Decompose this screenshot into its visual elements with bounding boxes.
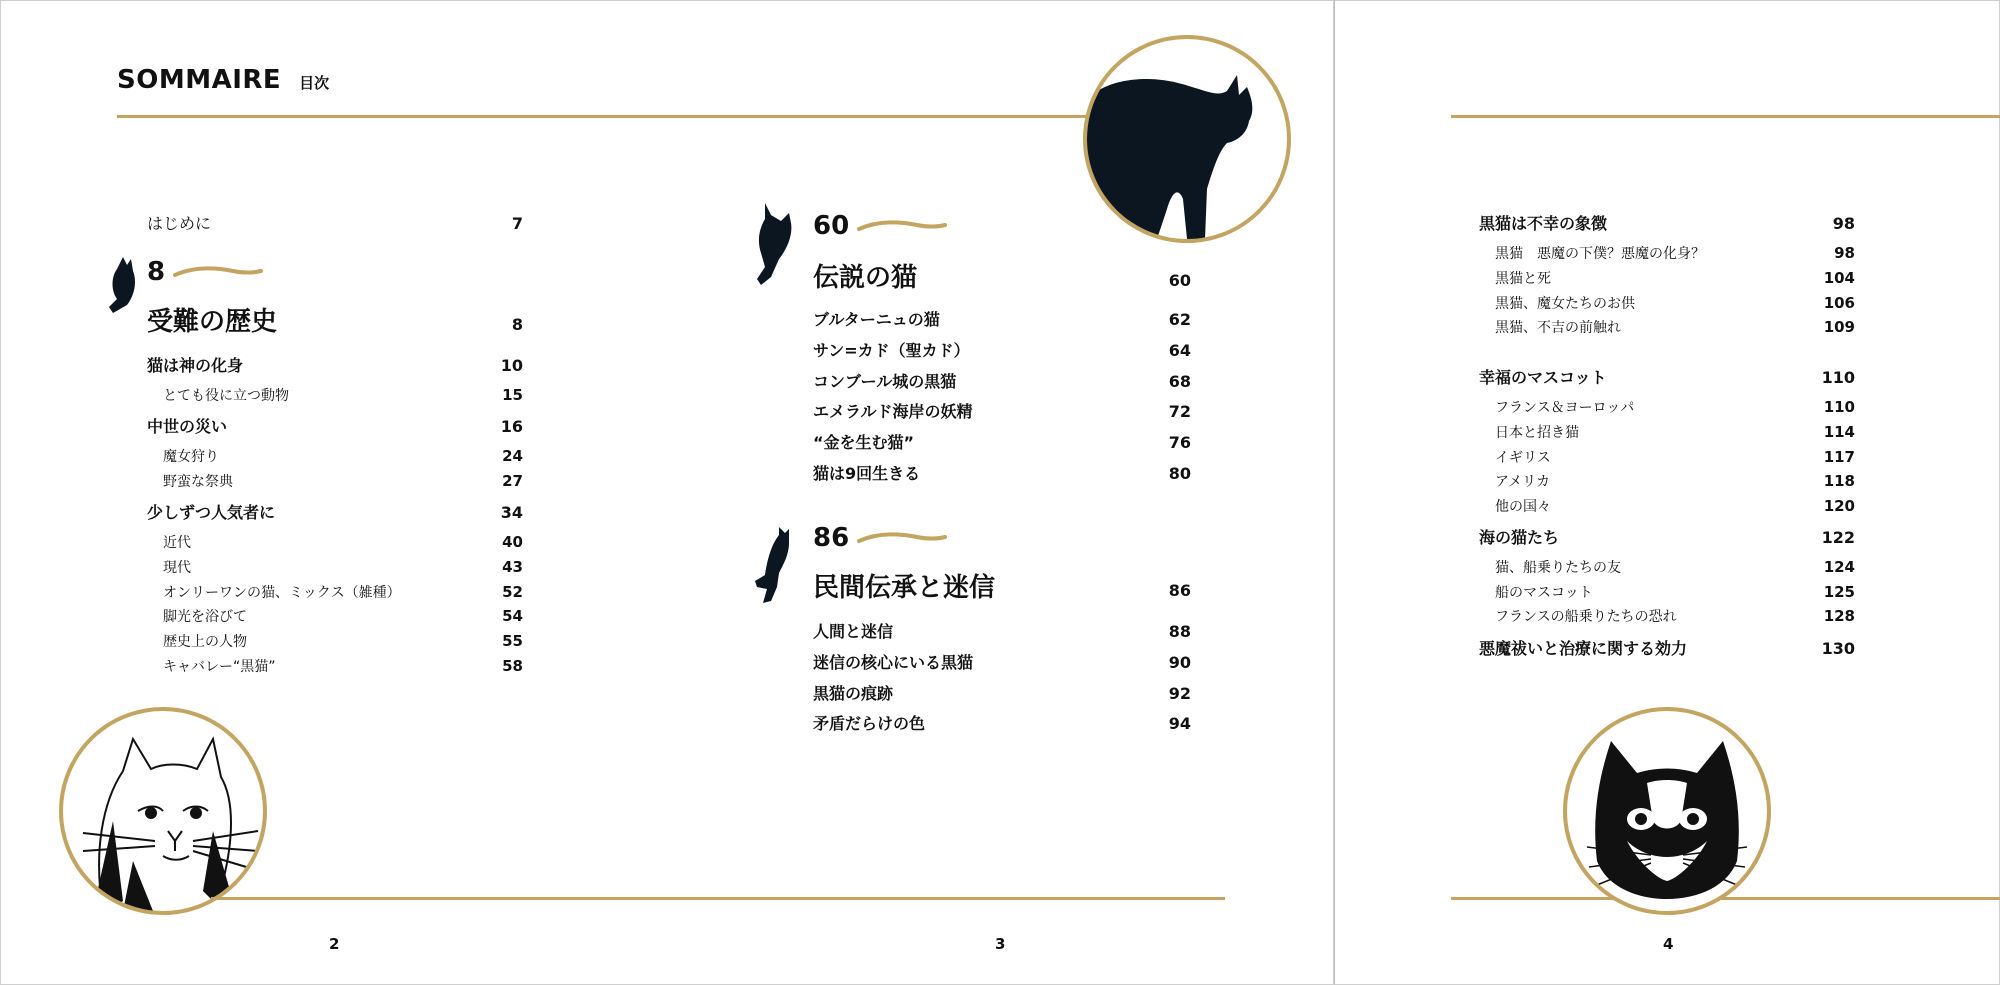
entry-label: 少しずつ人気者に (147, 503, 276, 522)
page-number: 110 (1823, 398, 1855, 416)
page-number: 64 (1168, 341, 1191, 360)
toc-entry[interactable] (813, 681, 1191, 704)
toc-subentry[interactable] (163, 532, 523, 552)
entry-label: 現代 (163, 560, 191, 576)
top-rule (117, 115, 1117, 118)
toc-entry[interactable] (1479, 525, 1855, 548)
entry-label: 黒猫、不吉の前触れ (1495, 320, 1621, 336)
swash-icon (173, 265, 263, 279)
page-number: 10 (500, 356, 523, 375)
bottom-rule (211, 897, 1225, 900)
page-number: 98 (1834, 244, 1855, 262)
page-number: 118 (1823, 472, 1855, 490)
entry-label: “金を生む猫” (813, 433, 915, 452)
entry-label: イギリス (1495, 450, 1551, 466)
page-number: 58 (502, 657, 523, 675)
toc-subentry[interactable] (1495, 293, 1855, 313)
entry-label: エメラルド海岸の妖精 (813, 402, 973, 421)
entry-label: 猫は神の化身 (147, 356, 244, 375)
climbing-cat-icon (749, 525, 799, 605)
page-number: 128 (1823, 607, 1855, 625)
climbing-cat-icon (751, 201, 801, 291)
page-number: 15 (502, 386, 523, 404)
entry-label: 魔女狩り (163, 449, 219, 465)
toc-subentry[interactable] (1495, 422, 1855, 442)
toc-subentry[interactable] (1495, 243, 1855, 263)
toc-entry[interactable] (813, 461, 1191, 484)
entry-label: 矛盾だらけの色 (813, 714, 926, 733)
toc-entry[interactable] (813, 338, 1191, 361)
entry-label: はじめに (147, 214, 212, 233)
toc-chapter-title[interactable] (813, 567, 1191, 604)
entry-label: 86 (813, 523, 850, 553)
entry-label: とても役に立つ動物 (163, 388, 289, 404)
entry-label: アメリカ (1495, 474, 1551, 490)
cat-engraving-icon (63, 711, 263, 911)
entry-label: フランスの船乗りたちの恐れ (1495, 609, 1677, 625)
entry-label: オンリーワンの猫、ミックス（雑種） (163, 585, 401, 601)
page-number: 34 (500, 503, 523, 522)
entry-label: 野蛮な祭典 (163, 474, 233, 490)
toc-title: SOMMAIRE (117, 65, 282, 95)
toc-subentry[interactable] (163, 385, 523, 405)
toc-entry[interactable] (1479, 365, 1855, 388)
entry-label: 伝説の猫 (813, 263, 918, 293)
entry-label: キャバレー“黒猫” (163, 659, 276, 675)
swash-icon (857, 531, 947, 545)
entry-label: 他の国々 (1495, 499, 1551, 515)
page-number: 76 (1168, 433, 1191, 452)
page-number: 109 (1823, 318, 1855, 336)
toc-entry[interactable] (813, 619, 1191, 642)
toc-subentry[interactable] (163, 631, 523, 651)
page-number-left: 2 (329, 935, 340, 953)
page-number: 106 (1823, 294, 1855, 312)
entry-label: ブルターニュの猫 (813, 310, 940, 329)
toc-entry[interactable] (147, 500, 523, 523)
chapter-number (813, 211, 947, 241)
cat-silhouette-icon (1087, 39, 1287, 239)
chapter-number (147, 257, 263, 287)
entry-label: 黒猫と死 (1495, 271, 1551, 287)
page-number: 52 (502, 583, 523, 601)
page-number: 27 (502, 472, 523, 490)
toc-entry[interactable] (813, 711, 1191, 734)
toc-subentry[interactable] (1495, 606, 1855, 626)
climbing-cat-icon (103, 255, 143, 315)
toc-subentry[interactable] (1495, 496, 1855, 516)
toc-subentry[interactable] (1495, 447, 1855, 467)
entry-label: フランス＆ヨーロッパ (1495, 400, 1635, 416)
toc-subentry[interactable] (163, 656, 523, 676)
entry-label: 黒猫の痕跡 (813, 684, 894, 703)
toc-subentry[interactable] (163, 471, 523, 491)
entry-label: サン=カド（聖カド） (813, 341, 970, 360)
entry-label: 人間と迷信 (813, 622, 894, 641)
entry-label: 近代 (163, 535, 191, 551)
page-number: 55 (502, 632, 523, 650)
toc-header (117, 65, 329, 95)
page-number: 16 (500, 417, 523, 436)
entry-label: 60 (813, 211, 850, 241)
toc-entry[interactable] (147, 353, 523, 376)
toc-entry[interactable] (813, 369, 1191, 392)
top-rule (1451, 115, 2000, 118)
toc-subentry[interactable] (1495, 582, 1855, 602)
toc-subentry[interactable] (1495, 471, 1855, 491)
toc-subentry[interactable] (1495, 557, 1855, 577)
entry-label: 猫、船乗りたちの友 (1495, 560, 1621, 576)
toc-entry[interactable] (1479, 211, 1855, 234)
cat-face-circle (1563, 707, 1771, 915)
toc-entry[interactable] (813, 430, 1191, 453)
entry-label: 受難の歴史 (147, 307, 278, 337)
cat-silhouette-circle (1083, 35, 1291, 243)
page-number: 117 (1823, 448, 1855, 466)
page-number: 86 (1168, 581, 1191, 600)
cat-engraving-circle (59, 707, 267, 915)
page-number: 40 (502, 533, 523, 551)
toc-intro[interactable] (147, 211, 523, 234)
toc-entry[interactable] (813, 650, 1191, 673)
toc-entry[interactable] (813, 307, 1191, 330)
page-number: 80 (1168, 464, 1191, 483)
page-number: 60 (1168, 271, 1191, 290)
page-number: 62 (1168, 310, 1191, 329)
entry-label: コンブール城の黒猫 (813, 372, 957, 391)
page-number: 7 (511, 214, 523, 233)
toc-entry[interactable] (1479, 636, 1855, 659)
entry-label: 黒猫は不幸の象徴 (1479, 214, 1608, 233)
entry-label: 脚光を浴びて (163, 609, 247, 625)
toc-subentry[interactable] (163, 557, 523, 577)
entry-label: 中世の災い (147, 417, 228, 436)
chapter-number (813, 523, 947, 553)
right-page (1334, 0, 2000, 985)
swash-icon (857, 219, 947, 233)
entry-label: 黒猫 悪魔の下僕？悪魔の化身？ (1495, 246, 1705, 262)
toc-subentry[interactable] (1495, 268, 1855, 288)
toc-subentry[interactable] (1495, 317, 1855, 337)
page-number: 98 (1832, 214, 1855, 233)
page-number: 124 (1823, 558, 1855, 576)
entry-label: 8 (147, 257, 166, 287)
page-number: 68 (1168, 372, 1191, 391)
toc-chapter-title[interactable] (147, 301, 523, 338)
page-number: 125 (1823, 583, 1855, 601)
page-number: 8 (511, 315, 523, 334)
entry-label: 黒猫、魔女たちのお供 (1495, 296, 1635, 312)
page-number: 88 (1168, 622, 1191, 641)
entry-label: 悪魔祓いと治療に関する効力 (1479, 639, 1688, 658)
entry-label: 迷信の核心にいる黒猫 (813, 653, 974, 672)
page-number: 104 (1823, 269, 1855, 287)
page-number: 130 (1821, 639, 1855, 658)
page-number: 24 (502, 447, 523, 465)
page-number: 90 (1168, 653, 1191, 672)
page-number-middle: 3 (995, 935, 1006, 953)
entry-label: 歴史上の人物 (163, 634, 247, 650)
entry-label: 猫は9回生きる (813, 464, 921, 483)
page-number: 110 (1821, 368, 1855, 387)
toc-subentry[interactable] (163, 446, 523, 466)
entry-label: 民間伝承と迷信 (813, 573, 996, 603)
page-number: 72 (1168, 402, 1191, 421)
entry-label: 日本と招き猫 (1495, 425, 1579, 441)
page-number: 114 (1823, 423, 1855, 441)
entry-label: 幸福のマスコット (1479, 368, 1607, 387)
page-number: 54 (502, 607, 523, 625)
page-number: 120 (1823, 497, 1855, 515)
toc-chapter-title[interactable] (813, 257, 1191, 294)
page-number: 122 (1821, 528, 1855, 547)
page-number: 94 (1168, 714, 1191, 733)
entry-label: 船のマスコット (1495, 585, 1593, 601)
page-number: 92 (1168, 684, 1191, 703)
page-number: 43 (502, 558, 523, 576)
cat-face-icon (1567, 711, 1767, 911)
entry-label: 海の猫たち (1479, 528, 1560, 547)
page-number-right: 4 (1663, 935, 1674, 953)
bottom-rule (1451, 897, 2000, 900)
toc-subentry[interactable] (1495, 397, 1855, 417)
toc-entry[interactable] (147, 414, 523, 437)
toc-subtitle: 目次 (299, 74, 330, 92)
toc-subentry[interactable] (163, 606, 523, 626)
toc-entry[interactable] (813, 399, 1191, 422)
toc-subentry[interactable] (163, 582, 523, 602)
